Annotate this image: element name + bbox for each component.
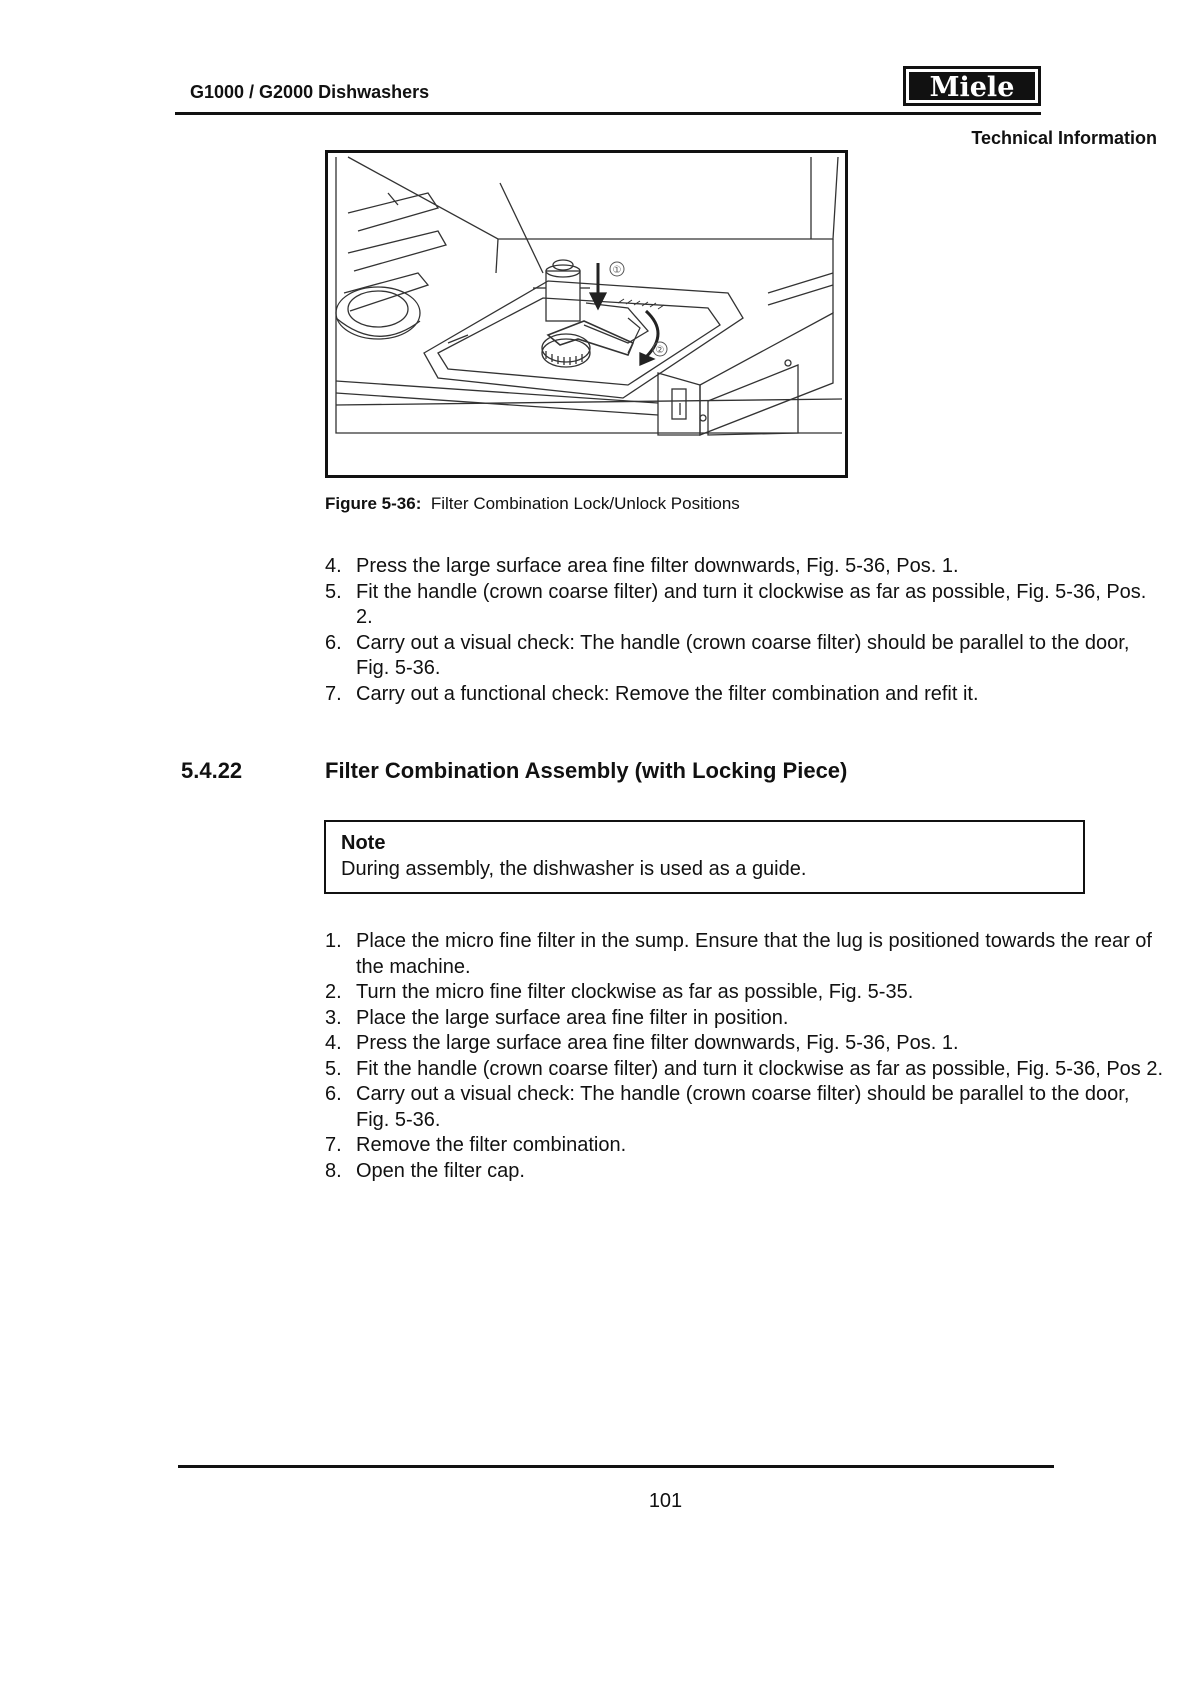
steps-list-a <box>325 554 1165 707</box>
list-item-number: 1. <box>325 930 342 952</box>
list-item-text: Turn the micro fine filter clockwise as far as possible, Fig. 5-35. <box>356 981 914 1003</box>
note-box <box>324 820 1085 894</box>
brand-text: Miele <box>929 72 1015 103</box>
figure-filter-lock-illustration <box>325 150 848 478</box>
list-item-number: 6. <box>325 631 342 654</box>
list-item-number: 7. <box>325 1134 342 1156</box>
list-item-number: 2. <box>325 981 342 1003</box>
list-item-number: 4. <box>325 555 342 577</box>
header-divider <box>175 112 1041 115</box>
footer-divider <box>178 1465 1054 1468</box>
list-item-text: Open the filter cap. <box>356 1159 525 1182</box>
list-item-number: 5. <box>325 580 342 603</box>
figure-caption-text: Filter Combination Lock/Unlock Positions <box>430 494 740 513</box>
list-item-text: Carry out a visual check: The handle (crown coarse filter) should be parallel to the door, Fig. 5-36. <box>356 631 1130 679</box>
list-item-text: Place the micro fine filter in the sump. Ensure that the lug is positioned towards the rear of the machine. <box>356 930 1152 978</box>
section-number: 5.4.22 <box>181 758 243 783</box>
list-item <box>325 1159 1165 1185</box>
steps-list-b <box>325 929 1165 1184</box>
callout-2: ② <box>655 345 665 356</box>
list-item-text: Press the large surface area fine filter downwards, Fig. 5-36, Pos. 1. <box>356 1032 959 1054</box>
list-item <box>325 580 1165 631</box>
section-title: Filter Combination Assembly (with Locking Piece) <box>325 758 848 783</box>
list-item-text: Press the large surface area fine filter downwards, Fig. 5-36, Pos. 1. <box>356 555 959 577</box>
list-item-text: Carry out a functional check: Remove the filter combination and refit it. <box>356 682 979 705</box>
section-label: Technical Information <box>971 128 1157 148</box>
list-item-text: Fit the handle (crown coarse filter) and turn it clockwise as far as possible, Fig. 5-36, Pos. 2. <box>356 580 1147 628</box>
page-number: 101 <box>648 1490 683 1512</box>
list-item-text: Fit the handle (crown coarse filter) and turn it clockwise as far as possible, Fig. 5-36, Pos 2. <box>356 1057 1164 1080</box>
list-item-text: Remove the filter combination. <box>356 1134 627 1156</box>
list-item-number: 8. <box>325 1159 342 1182</box>
document-title: G1000 / G2000 Dishwashers <box>190 82 430 102</box>
list-item-number: 3. <box>325 1006 342 1029</box>
list-item-number: 7. <box>325 682 342 705</box>
list-item <box>325 1031 1165 1057</box>
list-item <box>325 1006 1165 1032</box>
miele-logo <box>903 66 1041 106</box>
figure-caption-label: Figure 5-36: <box>325 494 422 513</box>
list-item <box>325 980 1165 1006</box>
list-item-text: Carry out a visual check: The handle (crown coarse filter) should be parallel to the door, Fig. 5-36. <box>356 1083 1130 1131</box>
list-item <box>325 1057 1165 1083</box>
list-item-text: Place the large surface area fine filter in position. <box>356 1006 789 1029</box>
list-item <box>325 1082 1165 1133</box>
callout-1: ① <box>612 265 622 276</box>
list-item-number: 5. <box>325 1057 342 1080</box>
list-item-number: 6. <box>325 1083 342 1105</box>
note-title: Note <box>341 832 386 854</box>
note-text: During assembly, the dishwasher is used as a guide. <box>341 858 807 880</box>
list-item <box>325 929 1165 980</box>
list-item <box>325 682 1165 708</box>
list-item <box>325 554 1165 580</box>
list-item <box>325 631 1165 682</box>
figure-caption <box>325 494 740 514</box>
list-item <box>325 1133 1165 1159</box>
list-item-number: 4. <box>325 1032 342 1054</box>
